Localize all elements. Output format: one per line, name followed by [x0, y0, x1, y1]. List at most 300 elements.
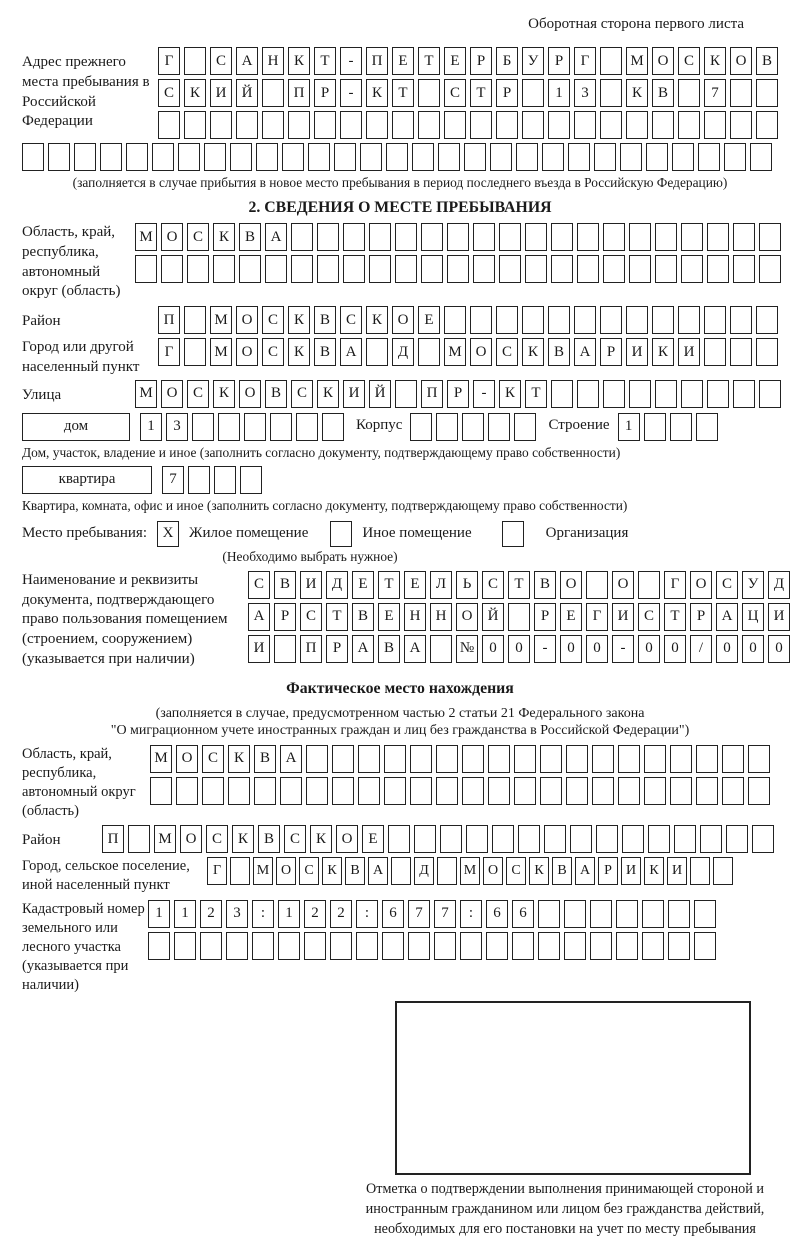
char-box[interactable]: С — [206, 825, 228, 853]
char-box[interactable] — [135, 255, 157, 283]
char-box[interactable]: С — [262, 306, 284, 334]
char-box[interactable]: Н — [262, 47, 284, 75]
char-box[interactable]: М — [154, 825, 176, 853]
char-box[interactable]: К — [366, 79, 388, 107]
char-box[interactable] — [240, 466, 262, 494]
char-box[interactable]: О — [483, 857, 503, 885]
char-box[interactable] — [462, 745, 484, 773]
char-box[interactable]: - — [473, 380, 495, 408]
char-box[interactable]: О — [180, 825, 202, 853]
char-box[interactable]: К — [644, 857, 664, 885]
char-box[interactable] — [369, 223, 391, 251]
char-box[interactable] — [514, 413, 536, 441]
char-box[interactable]: 0 — [742, 635, 764, 663]
char-box[interactable] — [291, 223, 313, 251]
char-box[interactable]: 1 — [618, 413, 640, 441]
char-box[interactable] — [730, 306, 752, 334]
char-box[interactable] — [642, 932, 664, 960]
char-box[interactable]: М — [210, 306, 232, 334]
char-box[interactable] — [681, 380, 703, 408]
char-box[interactable]: А — [265, 223, 287, 251]
char-box[interactable] — [566, 777, 588, 805]
char-box[interactable]: Т — [470, 79, 492, 107]
char-box[interactable] — [590, 900, 612, 928]
char-box[interactable] — [713, 857, 733, 885]
char-box[interactable]: Й — [236, 79, 258, 107]
char-box[interactable] — [750, 143, 772, 171]
char-box[interactable] — [176, 777, 198, 805]
char-box[interactable]: Г — [664, 571, 686, 599]
char-box[interactable]: О — [336, 825, 358, 853]
char-box[interactable] — [577, 380, 599, 408]
char-box[interactable]: У — [742, 571, 764, 599]
char-box[interactable] — [678, 306, 700, 334]
char-box[interactable] — [356, 932, 378, 960]
char-box[interactable] — [282, 143, 304, 171]
char-box[interactable] — [434, 932, 456, 960]
char-box[interactable]: С — [187, 380, 209, 408]
char-box[interactable]: 1 — [174, 900, 196, 928]
char-box[interactable]: - — [612, 635, 634, 663]
char-box[interactable] — [522, 79, 544, 107]
char-box[interactable] — [564, 900, 586, 928]
char-box[interactable]: 6 — [512, 900, 534, 928]
char-box[interactable] — [756, 338, 778, 366]
char-box[interactable] — [508, 603, 530, 631]
char-box[interactable]: Н — [430, 603, 452, 631]
char-box[interactable]: Ь — [456, 571, 478, 599]
char-box[interactable]: И — [626, 338, 648, 366]
char-box[interactable]: Р — [534, 603, 556, 631]
char-box[interactable] — [696, 413, 718, 441]
char-box[interactable] — [200, 932, 222, 960]
char-box[interactable]: В — [352, 603, 374, 631]
char-box[interactable] — [590, 932, 612, 960]
char-box[interactable]: О — [470, 338, 492, 366]
char-box[interactable]: М — [210, 338, 232, 366]
char-box[interactable] — [395, 255, 417, 283]
char-box[interactable] — [707, 380, 729, 408]
char-box[interactable]: Г — [586, 603, 608, 631]
char-box[interactable] — [184, 111, 206, 139]
char-box[interactable]: Й — [369, 380, 391, 408]
char-box[interactable]: С — [248, 571, 270, 599]
char-box[interactable]: - — [340, 79, 362, 107]
char-box[interactable]: Д — [392, 338, 414, 366]
char-box[interactable]: П — [158, 306, 180, 334]
char-box[interactable] — [748, 745, 770, 773]
char-box[interactable] — [462, 413, 484, 441]
char-box[interactable] — [274, 635, 296, 663]
char-box[interactable] — [522, 306, 544, 334]
char-box[interactable] — [230, 857, 250, 885]
char-box[interactable]: Т — [418, 47, 440, 75]
char-box[interactable] — [690, 857, 710, 885]
char-box[interactable] — [629, 255, 651, 283]
char-box[interactable] — [698, 143, 720, 171]
char-box[interactable] — [184, 306, 206, 334]
char-box[interactable]: С — [187, 223, 209, 251]
char-box[interactable]: В — [548, 338, 570, 366]
char-box[interactable] — [306, 777, 328, 805]
char-box[interactable] — [395, 223, 417, 251]
char-box[interactable] — [473, 223, 495, 251]
char-box[interactable]: К — [652, 338, 674, 366]
char-box[interactable]: - — [534, 635, 556, 663]
checkbox-residential[interactable]: X — [157, 521, 179, 547]
char-box[interactable] — [722, 777, 744, 805]
char-box[interactable]: Р — [274, 603, 296, 631]
char-box[interactable]: Р — [600, 338, 622, 366]
char-box[interactable] — [421, 223, 443, 251]
char-box[interactable] — [360, 143, 382, 171]
char-box[interactable] — [551, 380, 573, 408]
char-box[interactable]: 3 — [226, 900, 248, 928]
char-box[interactable] — [412, 143, 434, 171]
char-box[interactable] — [644, 777, 666, 805]
char-box[interactable]: С — [299, 857, 319, 885]
char-box[interactable] — [150, 777, 172, 805]
char-box[interactable]: Т — [664, 603, 686, 631]
char-box[interactable] — [369, 255, 391, 283]
char-box[interactable]: И — [621, 857, 641, 885]
char-box[interactable]: И — [210, 79, 232, 107]
char-box[interactable] — [568, 143, 590, 171]
char-box[interactable]: В — [314, 338, 336, 366]
char-box[interactable]: Г — [158, 338, 180, 366]
char-box[interactable] — [262, 79, 284, 107]
char-box[interactable] — [514, 745, 536, 773]
char-box[interactable]: И — [300, 571, 322, 599]
char-box[interactable] — [270, 413, 292, 441]
char-box[interactable] — [447, 223, 469, 251]
char-box[interactable] — [655, 223, 677, 251]
char-box[interactable] — [512, 932, 534, 960]
char-box[interactable]: А — [368, 857, 388, 885]
char-box[interactable] — [288, 111, 310, 139]
char-box[interactable] — [332, 745, 354, 773]
char-box[interactable] — [620, 143, 642, 171]
char-box[interactable] — [496, 111, 518, 139]
char-box[interactable]: К — [232, 825, 254, 853]
char-box[interactable] — [674, 825, 696, 853]
char-box[interactable] — [538, 900, 560, 928]
char-box[interactable] — [525, 223, 547, 251]
char-box[interactable]: Р — [690, 603, 712, 631]
char-box[interactable]: 2 — [330, 900, 352, 928]
char-box[interactable]: С — [202, 745, 224, 773]
char-box[interactable]: 3 — [166, 413, 188, 441]
char-box[interactable] — [618, 745, 640, 773]
char-box[interactable] — [436, 413, 458, 441]
char-box[interactable]: 1 — [278, 900, 300, 928]
char-box[interactable]: 0 — [586, 635, 608, 663]
char-box[interactable] — [366, 338, 388, 366]
char-box[interactable] — [574, 111, 596, 139]
char-box[interactable]: О — [560, 571, 582, 599]
char-box[interactable]: Н — [404, 603, 426, 631]
char-box[interactable]: С — [210, 47, 232, 75]
char-box[interactable]: В — [274, 571, 296, 599]
char-box[interactable] — [304, 932, 326, 960]
char-box[interactable]: А — [716, 603, 738, 631]
char-box[interactable] — [499, 223, 521, 251]
char-box[interactable] — [668, 932, 690, 960]
char-box[interactable]: К — [310, 825, 332, 853]
char-box[interactable] — [499, 255, 521, 283]
char-box[interactable]: В — [345, 857, 365, 885]
char-box[interactable] — [418, 79, 440, 107]
char-box[interactable]: Р — [314, 79, 336, 107]
char-box[interactable]: С — [506, 857, 526, 885]
char-box[interactable] — [700, 825, 722, 853]
char-box[interactable] — [603, 255, 625, 283]
char-box[interactable]: К — [288, 47, 310, 75]
char-box[interactable]: О — [161, 380, 183, 408]
char-box[interactable]: С — [340, 306, 362, 334]
char-box[interactable]: 2 — [304, 900, 326, 928]
char-box[interactable]: И — [768, 603, 790, 631]
char-box[interactable] — [629, 223, 651, 251]
char-box[interactable]: Г — [207, 857, 227, 885]
char-box[interactable] — [410, 413, 432, 441]
char-box[interactable] — [522, 111, 544, 139]
char-box[interactable] — [759, 380, 781, 408]
char-box[interactable]: Р — [470, 47, 492, 75]
char-box[interactable]: К — [213, 223, 235, 251]
char-box[interactable] — [646, 143, 668, 171]
char-box[interactable] — [100, 143, 122, 171]
char-box[interactable]: М — [444, 338, 466, 366]
char-box[interactable] — [574, 306, 596, 334]
char-box[interactable] — [759, 223, 781, 251]
char-box[interactable]: П — [421, 380, 443, 408]
char-box[interactable] — [681, 223, 703, 251]
char-box[interactable]: И — [612, 603, 634, 631]
char-box[interactable]: Е — [418, 306, 440, 334]
char-box[interactable]: И — [248, 635, 270, 663]
char-box[interactable] — [460, 932, 482, 960]
char-box[interactable] — [629, 380, 651, 408]
char-box[interactable] — [516, 143, 538, 171]
char-box[interactable] — [730, 338, 752, 366]
char-box[interactable] — [756, 306, 778, 334]
char-box[interactable]: К — [499, 380, 521, 408]
char-box[interactable]: О — [161, 223, 183, 251]
char-box[interactable] — [518, 825, 540, 853]
char-box[interactable]: 1 — [548, 79, 570, 107]
char-box[interactable] — [296, 413, 318, 441]
char-box[interactable] — [334, 143, 356, 171]
char-box[interactable] — [158, 111, 180, 139]
char-box[interactable]: Е — [444, 47, 466, 75]
char-box[interactable] — [548, 111, 570, 139]
char-box[interactable] — [486, 932, 508, 960]
char-box[interactable]: И — [343, 380, 365, 408]
char-box[interactable]: Р — [447, 380, 469, 408]
char-box[interactable]: П — [300, 635, 322, 663]
char-box[interactable]: Р — [598, 857, 618, 885]
char-box[interactable] — [317, 255, 339, 283]
char-box[interactable] — [490, 143, 512, 171]
char-box[interactable]: В — [652, 79, 674, 107]
char-box[interactable] — [473, 255, 495, 283]
char-box[interactable] — [564, 932, 586, 960]
char-box[interactable]: : — [460, 900, 482, 928]
char-box[interactable] — [22, 143, 44, 171]
char-box[interactable] — [230, 143, 252, 171]
char-box[interactable]: О — [236, 338, 258, 366]
char-box[interactable] — [178, 143, 200, 171]
char-box[interactable]: К — [366, 306, 388, 334]
char-box[interactable]: 0 — [638, 635, 660, 663]
char-box[interactable] — [470, 306, 492, 334]
char-box[interactable] — [188, 466, 210, 494]
char-box[interactable]: С — [444, 79, 466, 107]
char-box[interactable]: 6 — [486, 900, 508, 928]
char-box[interactable]: 0 — [482, 635, 504, 663]
char-box[interactable] — [386, 143, 408, 171]
char-box[interactable] — [733, 255, 755, 283]
char-box[interactable] — [544, 825, 566, 853]
char-box[interactable] — [678, 111, 700, 139]
char-box[interactable]: О — [392, 306, 414, 334]
char-box[interactable]: И — [678, 338, 700, 366]
char-box[interactable] — [239, 255, 261, 283]
char-box[interactable] — [655, 255, 677, 283]
char-box[interactable] — [492, 825, 514, 853]
char-box[interactable] — [652, 306, 674, 334]
char-box[interactable] — [418, 338, 440, 366]
char-box[interactable]: С — [678, 47, 700, 75]
char-box[interactable]: А — [340, 338, 362, 366]
char-box[interactable]: М — [135, 380, 157, 408]
char-box[interactable]: П — [366, 47, 388, 75]
char-box[interactable] — [538, 932, 560, 960]
char-box[interactable] — [462, 777, 484, 805]
char-box[interactable] — [570, 825, 592, 853]
char-box[interactable] — [759, 255, 781, 283]
char-box[interactable]: П — [102, 825, 124, 853]
char-box[interactable] — [603, 223, 625, 251]
char-box[interactable] — [187, 255, 209, 283]
char-box[interactable]: В — [756, 47, 778, 75]
char-box[interactable] — [470, 111, 492, 139]
char-box[interactable]: Р — [496, 79, 518, 107]
char-box[interactable] — [256, 143, 278, 171]
char-box[interactable] — [644, 413, 666, 441]
char-box[interactable]: 0 — [768, 635, 790, 663]
char-box[interactable] — [74, 143, 96, 171]
char-box[interactable] — [488, 745, 510, 773]
char-box[interactable]: 1 — [140, 413, 162, 441]
char-box[interactable]: О — [612, 571, 634, 599]
char-box[interactable]: К — [626, 79, 648, 107]
char-box[interactable]: М — [460, 857, 480, 885]
char-box[interactable] — [252, 932, 274, 960]
char-box[interactable] — [626, 111, 648, 139]
char-box[interactable]: А — [248, 603, 270, 631]
char-box[interactable] — [600, 47, 622, 75]
char-box[interactable] — [730, 111, 752, 139]
char-box[interactable] — [681, 255, 703, 283]
char-box[interactable] — [317, 223, 339, 251]
char-box[interactable] — [384, 745, 406, 773]
char-box[interactable]: Р — [548, 47, 570, 75]
checkbox-organization[interactable] — [502, 521, 524, 547]
char-box[interactable]: Г — [158, 47, 180, 75]
char-box[interactable] — [384, 777, 406, 805]
char-box[interactable]: П — [288, 79, 310, 107]
char-box[interactable]: С — [638, 603, 660, 631]
char-box[interactable] — [548, 306, 570, 334]
char-box[interactable] — [652, 111, 674, 139]
char-box[interactable]: Т — [326, 603, 348, 631]
char-box[interactable] — [694, 932, 716, 960]
char-box[interactable] — [704, 111, 726, 139]
char-box[interactable]: Ц — [742, 603, 764, 631]
char-box[interactable] — [540, 745, 562, 773]
char-box[interactable] — [440, 825, 462, 853]
char-box[interactable] — [436, 745, 458, 773]
char-box[interactable]: К — [317, 380, 339, 408]
char-box[interactable] — [278, 932, 300, 960]
char-box[interactable] — [308, 143, 330, 171]
char-box[interactable] — [254, 777, 276, 805]
char-box[interactable] — [733, 380, 755, 408]
char-box[interactable]: 6 — [382, 900, 404, 928]
char-box[interactable] — [408, 932, 430, 960]
char-box[interactable] — [414, 825, 436, 853]
char-box[interactable] — [551, 255, 573, 283]
char-box[interactable] — [430, 635, 452, 663]
char-box[interactable] — [670, 777, 692, 805]
char-box[interactable] — [672, 143, 694, 171]
char-box[interactable] — [670, 745, 692, 773]
char-box[interactable]: В — [258, 825, 280, 853]
char-box[interactable]: : — [356, 900, 378, 928]
char-box[interactable] — [184, 338, 206, 366]
char-box[interactable] — [704, 306, 726, 334]
char-box[interactable]: К — [322, 857, 342, 885]
char-box[interactable] — [322, 413, 344, 441]
char-box[interactable]: А — [352, 635, 374, 663]
char-box[interactable] — [668, 900, 690, 928]
char-box[interactable] — [488, 777, 510, 805]
char-box[interactable]: В — [239, 223, 261, 251]
char-box[interactable] — [722, 745, 744, 773]
char-box[interactable] — [696, 745, 718, 773]
char-box[interactable]: К — [228, 745, 250, 773]
char-box[interactable] — [48, 143, 70, 171]
char-box[interactable]: 7 — [162, 466, 184, 494]
char-box[interactable]: С — [291, 380, 313, 408]
char-box[interactable] — [444, 306, 466, 334]
char-box[interactable]: С — [496, 338, 518, 366]
char-box[interactable] — [525, 255, 547, 283]
char-box[interactable] — [638, 571, 660, 599]
char-box[interactable] — [748, 777, 770, 805]
char-box[interactable]: 1 — [148, 900, 170, 928]
char-box[interactable] — [332, 777, 354, 805]
char-box[interactable] — [724, 143, 746, 171]
char-box[interactable] — [204, 143, 226, 171]
char-box[interactable]: 7 — [434, 900, 456, 928]
char-box[interactable]: Д — [768, 571, 790, 599]
char-box[interactable]: 7 — [704, 79, 726, 107]
char-box[interactable]: А — [280, 745, 302, 773]
char-box[interactable]: А — [236, 47, 258, 75]
